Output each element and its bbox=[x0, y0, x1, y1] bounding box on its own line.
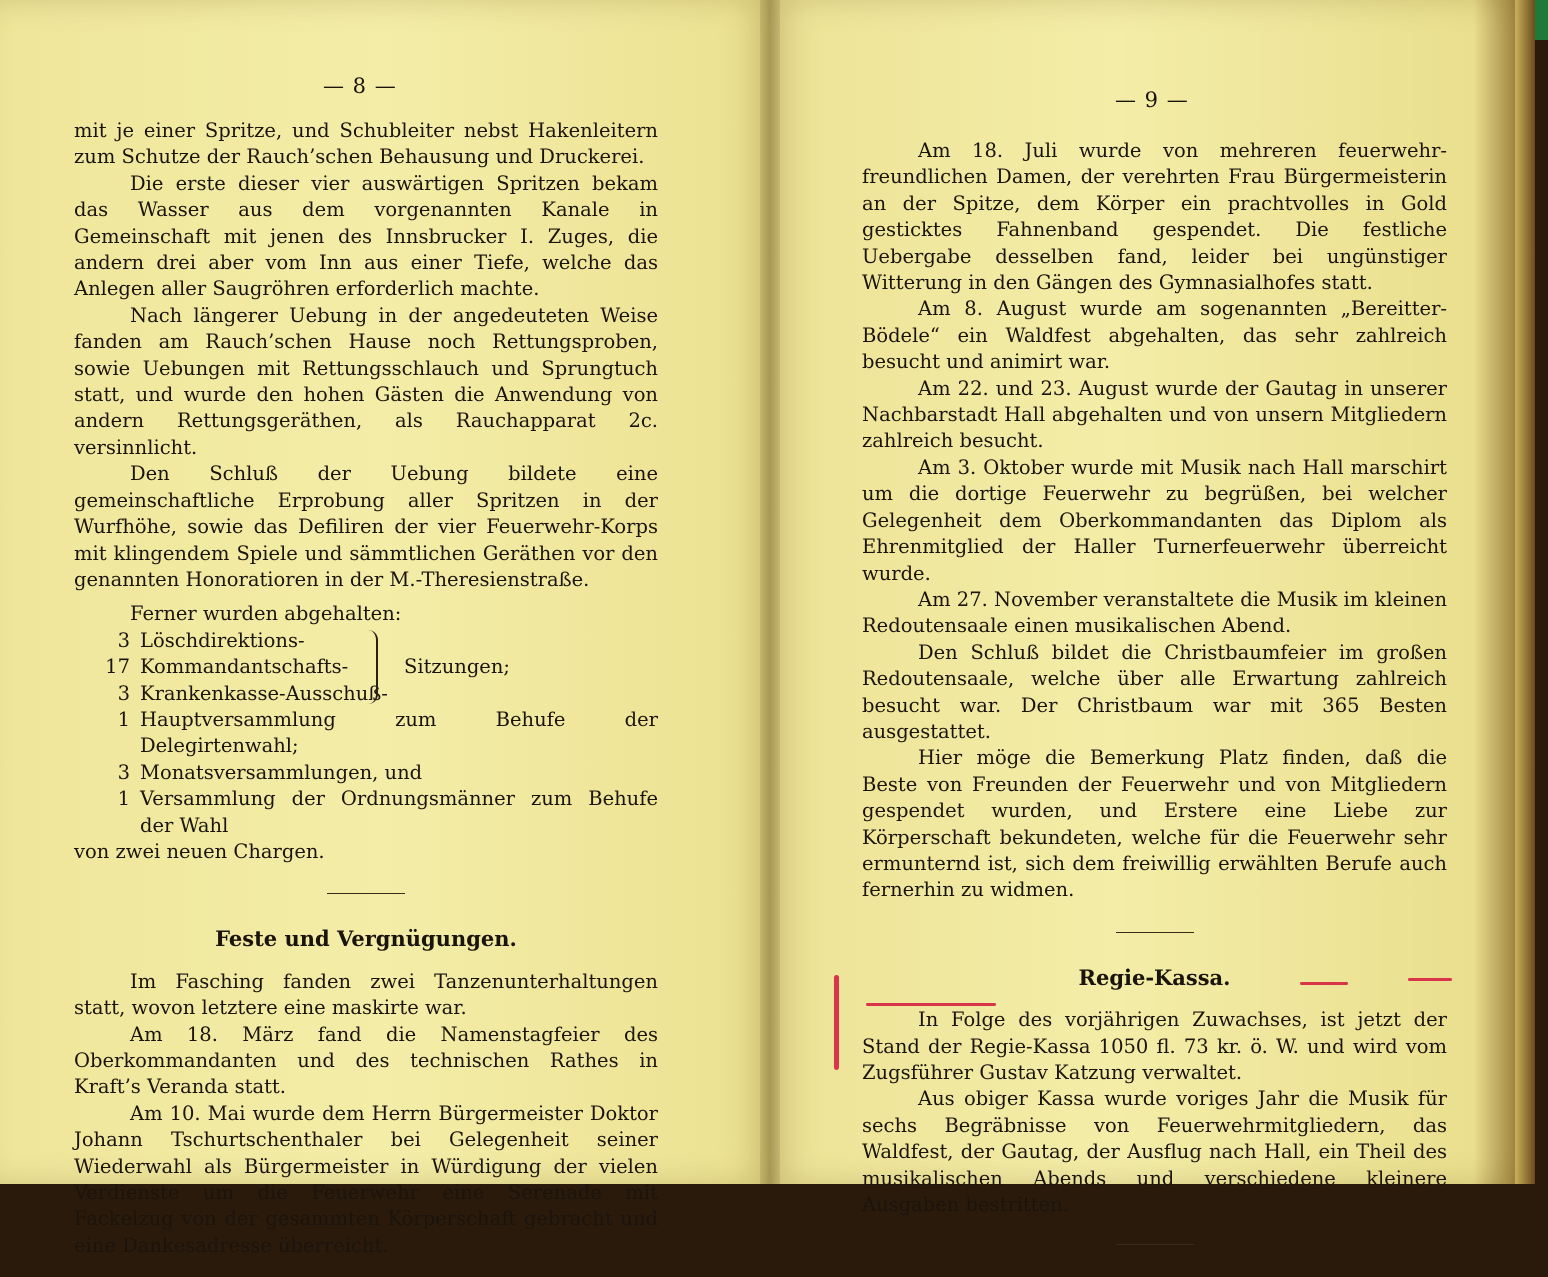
paragraph: Am 3. Oktober wurde mit Musik nach Hall marschirt um die dortige Feuerwehr zu begrüßen, bei welcher Gelegenheit dem Oberkommandanten das Diplom als Ehrenmitglied der Haller Turnerfeuerwehr überreicht wurde. bbox=[862, 455, 1447, 585]
paragraph: Am 8. August wurde am sogenannten „Bereitter-Bödele“ ein Waldfest abgehalten, das sehr zahlreich besucht und animirt war. bbox=[862, 297, 1447, 374]
paragraph: Am 27. November veranstaltete die Musik im kleinen Redoutensaale einen musikalischen Abend. bbox=[862, 587, 1447, 638]
section-divider bbox=[1116, 932, 1194, 933]
list-item: 17 Kommandantschafts- bbox=[105, 655, 349, 679]
left-text-column bbox=[74, 118, 658, 1259]
brace-label: Sitzungen; bbox=[404, 654, 510, 678]
paragraph: Am 18. März fand die Namenstagfeier des Oberkommandanten und des technischen Rathes in Kraft’s Veranda statt. bbox=[74, 1022, 658, 1099]
book-spine bbox=[760, 0, 780, 1184]
red-margin-mark bbox=[834, 975, 839, 1070]
meetings-list bbox=[74, 601, 658, 865]
paragraph: Am 18. Juli wurde von mehreren feuerwehr-freundlichen Damen, der verehrten Frau Bürgermeisterin an der Spitze, dem Körper ein prachtvolles in Gold gesticktes Fahnenband gespendet. Die festliche Uebergabe desselben fand, leider bei ungünstiger Witterung in den Gängen des Gymnasialhofes statt. bbox=[862, 139, 1447, 295]
section-title: Regie-Kassa. bbox=[1078, 964, 1231, 990]
section-divider bbox=[1116, 1244, 1194, 1245]
list-item: 1 Hauptversammlung zum Behufe der Delegirtenwahl; bbox=[117, 707, 658, 758]
section-divider bbox=[327, 893, 405, 894]
paragraph: Hier möge die Bemerkung Platz finden, daß die Beste von Freunden der Feuerwehr und von Mitgliedern gespendet wurden, und Erstere eine Liebe zur Körperschaft bekundeten, welche für die Feuerwehr sehr ermunternd ist, sich dem freiwillig erwählten Berufe auch fernerhin zu widmen. bbox=[862, 746, 1447, 902]
paragraph: Den Schluß bildet die Christbaumfeier im großen Redoutensaale, welche über alle Erwartung zahlreich besucht war. Der Christbaum war mit 365 Besten ausgestattet. bbox=[862, 640, 1447, 743]
list-item: 1 Versammlung der Ordnungsmänner zum Behufe der Wahl bbox=[117, 787, 658, 837]
section-title: Feste und Vergnügungen. bbox=[215, 926, 517, 952]
paragraph: Die erste dieser vier auswärtigen Spritzen bekam das Wasser aus dem vorgenannten Kanale in Gemeinschaft mit jenen des Innsbrucker I. Zuges, die andern drei aber vom Inn aus einer Tiefe, welche das Anlegen aller Saugröhren erforderlich machte. bbox=[74, 171, 658, 301]
paragraph: mit je einer Spritze, und Schubleiter nebst Hakenleitern zum Schutze der Rauch’schen Behausung und Druckerei. bbox=[74, 119, 658, 169]
right-binding-edge bbox=[1515, 0, 1535, 1184]
curly-brace bbox=[366, 630, 378, 704]
list-item: 3 Löschdirektions- bbox=[117, 628, 305, 652]
page-number: — 9 — bbox=[1115, 88, 1189, 112]
list-item: 3 Monatsversammlungen, und bbox=[117, 760, 423, 784]
red-underline bbox=[1300, 982, 1348, 985]
paragraph: Am 10. Mai wurde dem Herrn Bürgermeister Doktor Johann Tschurtschenthaler bei Gelegenheit seiner Wiederwahl als Bürgermeister in Würdigung der vielen Verdienste um die Feuerwehr eine Serenade mit Fackelzug von der gesammten Körperschaft gebracht und eine Dankesadresse überreicht. bbox=[74, 1101, 658, 1257]
red-underline bbox=[866, 1003, 996, 1006]
paragraph: Im Fasching fanden zwei Tanzenunterhaltungen statt, wovon letztere eine maskirte war. bbox=[74, 969, 658, 1020]
paragraph: Aus obiger Kassa wurde voriges Jahr die Musik für sechs Begräbnisse von Feuerwehrmitgliedern, das Waldfest, der Gautag, der Ausflug nach Hall, ein Theil des musikalischen Abends und verschiedene kleinere Ausgaben bestritten. bbox=[862, 1087, 1447, 1217]
paragraph: In Folge des vorjährigen Zuwachses, ist jetzt der Stand der Regie-Kassa 1050 fl. 73 kr. ö. W. und wird vom Zugsführer Gustav Katzung verwaltet. bbox=[862, 1008, 1447, 1084]
list-item: 3 Krankenkasse-Ausschuß- bbox=[117, 681, 388, 705]
right-page bbox=[770, 0, 1535, 1217]
right-text-column bbox=[862, 138, 1447, 1277]
red-underline bbox=[1408, 978, 1452, 981]
page-number: — 8 — bbox=[323, 74, 397, 98]
left-page bbox=[0, 0, 770, 1257]
paragraph: Am 22. und 23. August wurde der Gautag in unserer Nachbarstadt Hall abgehalten und von unsern Mitgliedern zahlreich besucht. bbox=[862, 376, 1447, 453]
paragraph: Den Schluß der Uebung bildete eine gemeinschaftliche Erprobung aller Spritzen in der Wurfhöhe, sowie das Defiliren der vier Feuerwehr-Korps mit klingendem Spiele und sämmtlichen Geräthen vor den genannten Honoratioren in der M.-Theresienstraße. bbox=[74, 462, 658, 591]
list-intro: Ferner wurden abgehalten: bbox=[130, 602, 402, 626]
paragraph: Nach längerer Uebung in der angedeuteten Weise fanden am Rauch’schen Hause noch Rettungsproben, sowie Uebungen mit Rettungsschlauch und Sprungtuch statt, und wurde den hohen Gästen die Anwendung von andern Rettungsgeräthen, als Rauchapparat 2c. versinnlicht. bbox=[74, 303, 658, 459]
list-tail: von zwei neuen Chargen. bbox=[74, 839, 325, 863]
sessions-group bbox=[74, 628, 658, 707]
